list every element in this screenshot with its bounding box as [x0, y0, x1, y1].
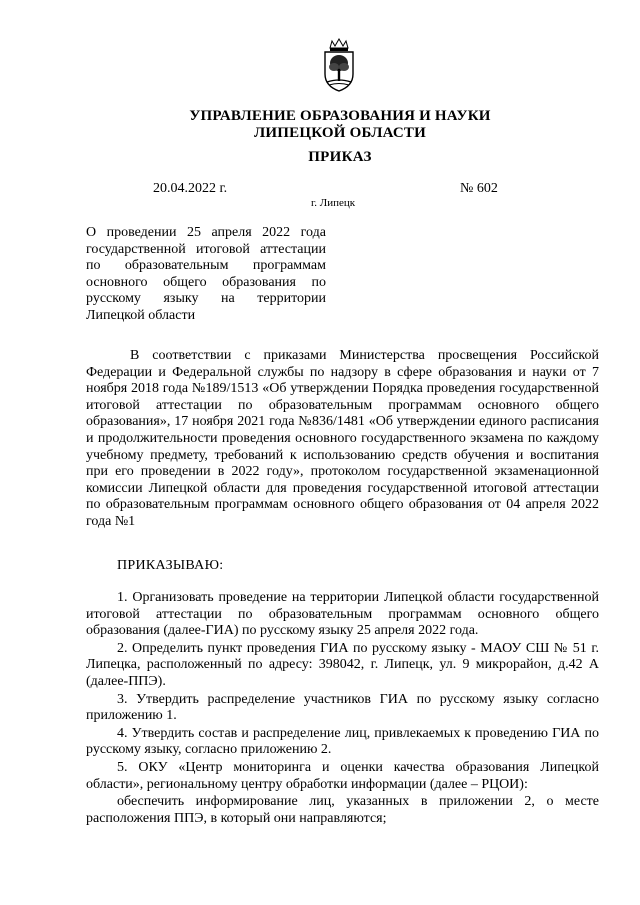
document-subject: О проведении 25 апреля 2022 года государственной итоговой аттестации по образовательным программам основного общего образования по русскому языку на территории Липецкой области [86, 225, 326, 323]
document-city: г. Липецк [311, 197, 356, 209]
order-item: 4. Утвердить состав и распределение лиц, привлекаемых к проведению ГИА по русскому языку, согласно приложению 2. [86, 725, 599, 758]
coat-of-arms-icon [321, 38, 357, 92]
order-item: 5. ОКУ «Центр мониторинга и оценки качества образования Липецкой области», региональному центру обработки информации (далее – РЦОИ): [86, 759, 599, 792]
document-type-title: ПРИКАЗ [308, 149, 372, 165]
document-date: 20.04.2022 г. [153, 181, 228, 196]
order-subitem: обеспечить информирование лиц, указанных в приложении 2, о месте расположения ППЭ, в который они направляются; [86, 794, 599, 826]
organization-name-line1: УПРАВЛЕНИЕ ОБРАЗОВАНИЯ И НАУКИ [189, 108, 491, 124]
order-items [86, 590, 599, 828]
order-item: 3. Утвердить распределение участников ГИА по русскому языку согласно приложению 1. [86, 691, 599, 724]
document-number: № 602 [460, 181, 498, 196]
order-heading: ПРИКАЗЫВАЮ: [117, 558, 224, 573]
order-item: 2. Определить пункт проведения ГИА по русскому языку - МАОУ СШ № 51 г. Липецка, расположенный по адресу: 398042, г. Липецк, ул. 9 микрорайон, д.42 А (далее-ППЭ). [86, 640, 599, 689]
organization-name-line2: ЛИПЕЦКОЙ ОБЛАСТИ [254, 125, 426, 141]
order-item: 1. Организовать проведение на территории Липецкой области государственной итоговой аттестации по образовательным программам основного общего образования (далее-ГИА) по русскому языку 25 апреля 2022 года. [86, 590, 599, 639]
preamble-paragraph: В соответствии с приказами Министерства просвещения Российской Федерации и Федеральной службы по надзору в сфере образования и науки от 7 ноября 2018 года №189/1513 «Об утверждении Порядка проведения государственной итоговой аттестации по образовательным программам основного общего образования», 17 ноября 2021 года №836/1481 «Об утверждении единого расписания и продолжительности проведения основного государственного экзамена по каждому учебному предмету, требований к использованию средств обучения и воспитания при его проведении в 2022 году», протоколом государственной экзаменационной комиссии Липецкой области для проведения государственной итоговой аттестации по образовательным программам основного общего образования от 04 апреля 2022 года №1 [86, 348, 599, 529]
